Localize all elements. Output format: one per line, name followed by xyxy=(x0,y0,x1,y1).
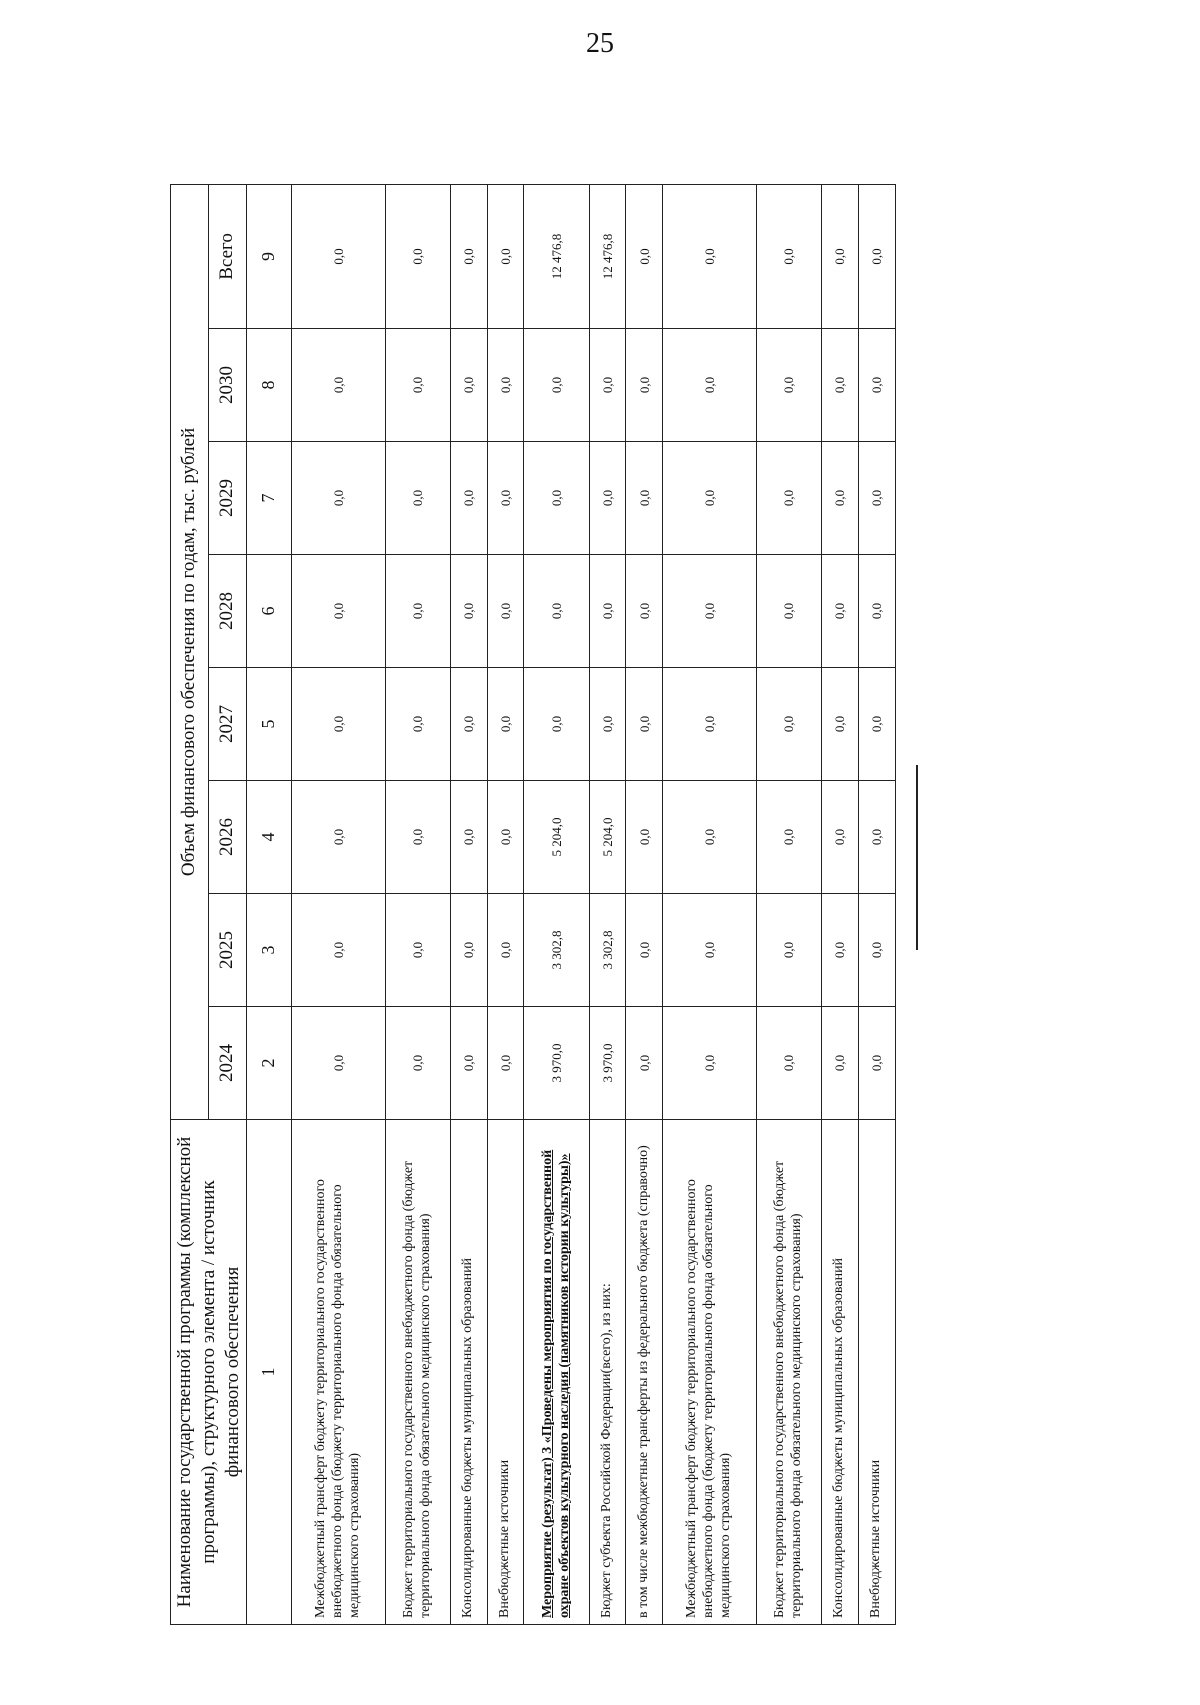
row-value: 0,0 xyxy=(821,668,858,781)
row-value: 0,0 xyxy=(589,442,626,555)
table-body xyxy=(247,184,895,1624)
header-row-1 xyxy=(171,184,209,1624)
table-row xyxy=(524,184,589,1624)
table-row xyxy=(292,184,386,1624)
row-value: 0,0 xyxy=(663,555,757,668)
table-row xyxy=(385,184,450,1624)
row-value: 0,0 xyxy=(858,555,895,668)
row-value: 0,0 xyxy=(756,184,821,328)
row-name: Консолидированные бюджеты муниципальных образований xyxy=(821,1120,858,1625)
row-value: 0,0 xyxy=(821,442,858,555)
row-value: 0,0 xyxy=(292,894,386,1007)
row-value: 0,0 xyxy=(756,668,821,781)
row-value: 5 204,0 xyxy=(589,781,626,894)
year-header: 2025 xyxy=(209,894,247,1007)
year-header: 2024 xyxy=(209,1007,247,1120)
row-name: в том числе межбюджетные трансферты из федерального бюджета (справочно) xyxy=(626,1120,663,1625)
row-value: 12 476,8 xyxy=(589,184,626,328)
row-value: 0,0 xyxy=(292,184,386,328)
row-value: 0,0 xyxy=(450,442,487,555)
row-value: 0,0 xyxy=(450,894,487,1007)
row-value: 0,0 xyxy=(663,184,757,328)
volume-header: Объем финансового обеспечения по годам, тыс. рублей xyxy=(171,184,209,1119)
table-row xyxy=(821,184,858,1624)
row-value: 0,0 xyxy=(663,329,757,442)
row-value: 0,0 xyxy=(756,555,821,668)
row-value: 0,0 xyxy=(385,1007,450,1120)
row-value: 0,0 xyxy=(858,781,895,894)
row-value: 0,0 xyxy=(626,781,663,894)
year-header: Всего xyxy=(209,184,247,328)
row-value: 0,0 xyxy=(589,555,626,668)
row-value: 0,0 xyxy=(626,329,663,442)
row-value: 0,0 xyxy=(589,668,626,781)
row-value: 0,0 xyxy=(756,442,821,555)
financing-table xyxy=(170,184,896,1625)
row-value: 0,0 xyxy=(385,668,450,781)
row-value: 0,0 xyxy=(450,329,487,442)
row-name: Мероприятие (результат) 3 «Проведены мероприятия по государственной охране объектов культурного наследия (памятников истории культуры)» xyxy=(524,1120,589,1625)
column-number: 1 xyxy=(247,1120,292,1625)
table-row xyxy=(487,184,524,1624)
column-number: 6 xyxy=(247,555,292,668)
row-value: 0,0 xyxy=(385,442,450,555)
row-value: 0,0 xyxy=(524,442,589,555)
row-value: 0,0 xyxy=(450,668,487,781)
row-value: 0,0 xyxy=(292,781,386,894)
row-value: 0,0 xyxy=(487,668,524,781)
row-value: 0,0 xyxy=(292,555,386,668)
row-value: 0,0 xyxy=(524,668,589,781)
row-value: 0,0 xyxy=(821,329,858,442)
table-row xyxy=(663,184,757,1624)
row-value: 0,0 xyxy=(450,555,487,668)
column-number: 3 xyxy=(247,894,292,1007)
row-value: 0,0 xyxy=(821,1007,858,1120)
row-value: 0,0 xyxy=(756,1007,821,1120)
year-header: 2030 xyxy=(209,329,247,442)
year-header: 2029 xyxy=(209,442,247,555)
table-row xyxy=(589,184,626,1624)
row-value: 0,0 xyxy=(858,894,895,1007)
year-header: 2028 xyxy=(209,555,247,668)
page-number: 25 xyxy=(586,28,614,59)
row-value: 0,0 xyxy=(858,668,895,781)
row-value: 0,0 xyxy=(663,781,757,894)
row-value: 0,0 xyxy=(385,781,450,894)
row-value: 0,0 xyxy=(626,894,663,1007)
row-value: 3 302,8 xyxy=(524,894,589,1007)
year-header: 2027 xyxy=(209,668,247,781)
name-column-header: Наименование государственной программы (комплексной программы), структурного элемента / источник финансового обеспечения xyxy=(171,1120,247,1625)
row-value: 0,0 xyxy=(663,442,757,555)
financing-table-wrapper xyxy=(170,185,884,1625)
row-value: 0,0 xyxy=(487,894,524,1007)
table-row xyxy=(858,184,895,1624)
column-number: 5 xyxy=(247,668,292,781)
column-number: 8 xyxy=(247,329,292,442)
row-value: 0,0 xyxy=(487,555,524,668)
row-value: 3 302,8 xyxy=(589,894,626,1007)
row-name: Консолидированные бюджеты муниципальных образований xyxy=(450,1120,487,1625)
row-value: 0,0 xyxy=(626,555,663,668)
row-name: Бюджет субъекта Российской Федерации(всего), из них: xyxy=(589,1120,626,1625)
row-value: 0,0 xyxy=(385,329,450,442)
row-value: 0,0 xyxy=(487,184,524,328)
row-value: 0,0 xyxy=(756,781,821,894)
row-value: 0,0 xyxy=(858,1007,895,1120)
row-value: 0,0 xyxy=(524,555,589,668)
year-header: 2026 xyxy=(209,781,247,894)
row-value: 0,0 xyxy=(450,1007,487,1120)
row-value: 0,0 xyxy=(292,442,386,555)
row-value: 0,0 xyxy=(858,442,895,555)
row-value: 0,0 xyxy=(450,781,487,894)
row-value: 0,0 xyxy=(858,329,895,442)
row-value: 0,0 xyxy=(663,894,757,1007)
column-number: 7 xyxy=(247,442,292,555)
row-name: Межбюджетный трансферт бюджету территориального государственного внебюджетного фонда (бюджету территориального фонда обязательного медицинского страхования) xyxy=(663,1120,757,1625)
row-value: 0,0 xyxy=(663,1007,757,1120)
row-value: 0,0 xyxy=(385,555,450,668)
row-value: 12 476,8 xyxy=(524,184,589,328)
row-value: 0,0 xyxy=(385,184,450,328)
row-value: 0,0 xyxy=(487,1007,524,1120)
row-value: 0,0 xyxy=(626,442,663,555)
row-value: 0,0 xyxy=(487,442,524,555)
row-value: 0,0 xyxy=(663,668,757,781)
row-value: 0,0 xyxy=(626,1007,663,1120)
row-value: 0,0 xyxy=(821,781,858,894)
row-value: 0,0 xyxy=(292,1007,386,1120)
row-name: Бюджет территориального государственного внебюджетного фонда (бюджет территориального фонда обязательного медицинского страхования) xyxy=(756,1120,821,1625)
row-value: 5 204,0 xyxy=(524,781,589,894)
row-value: 0,0 xyxy=(292,668,386,781)
row-value: 0,0 xyxy=(858,184,895,328)
row-value: 0,0 xyxy=(626,668,663,781)
row-value: 0,0 xyxy=(487,329,524,442)
row-value: 0,0 xyxy=(450,184,487,328)
row-name: Внебюджетные источники xyxy=(487,1120,524,1625)
row-value: 0,0 xyxy=(292,329,386,442)
row-value: 0,0 xyxy=(385,894,450,1007)
table-row xyxy=(450,184,487,1624)
row-value: 0,0 xyxy=(487,781,524,894)
column-number: 4 xyxy=(247,781,292,894)
row-value: 0,0 xyxy=(821,894,858,1007)
row-value: 0,0 xyxy=(821,555,858,668)
row-name: Внебюджетные источники xyxy=(858,1120,895,1625)
column-number: 2 xyxy=(247,1007,292,1120)
column-numbers-row xyxy=(247,184,292,1624)
row-value: 3 970,0 xyxy=(589,1007,626,1120)
row-value: 0,0 xyxy=(756,329,821,442)
horizontal-rule xyxy=(916,765,918,950)
table-row xyxy=(756,184,821,1624)
row-value: 3 970,0 xyxy=(524,1007,589,1120)
row-name: Бюджет территориального государственного внебюджетного фонда (бюджет территориального фонда обязательного медицинского страхования) xyxy=(385,1120,450,1625)
row-value: 0,0 xyxy=(589,329,626,442)
row-value: 0,0 xyxy=(756,894,821,1007)
column-number: 9 xyxy=(247,184,292,328)
table-row xyxy=(626,184,663,1624)
row-name: Межбюджетный трансферт бюджету территориального государственного внебюджетного фонда (бюджету территориального фонда обязательного медицинского страхования) xyxy=(292,1120,386,1625)
row-value: 0,0 xyxy=(524,329,589,442)
row-value: 0,0 xyxy=(821,184,858,328)
row-value: 0,0 xyxy=(626,184,663,328)
